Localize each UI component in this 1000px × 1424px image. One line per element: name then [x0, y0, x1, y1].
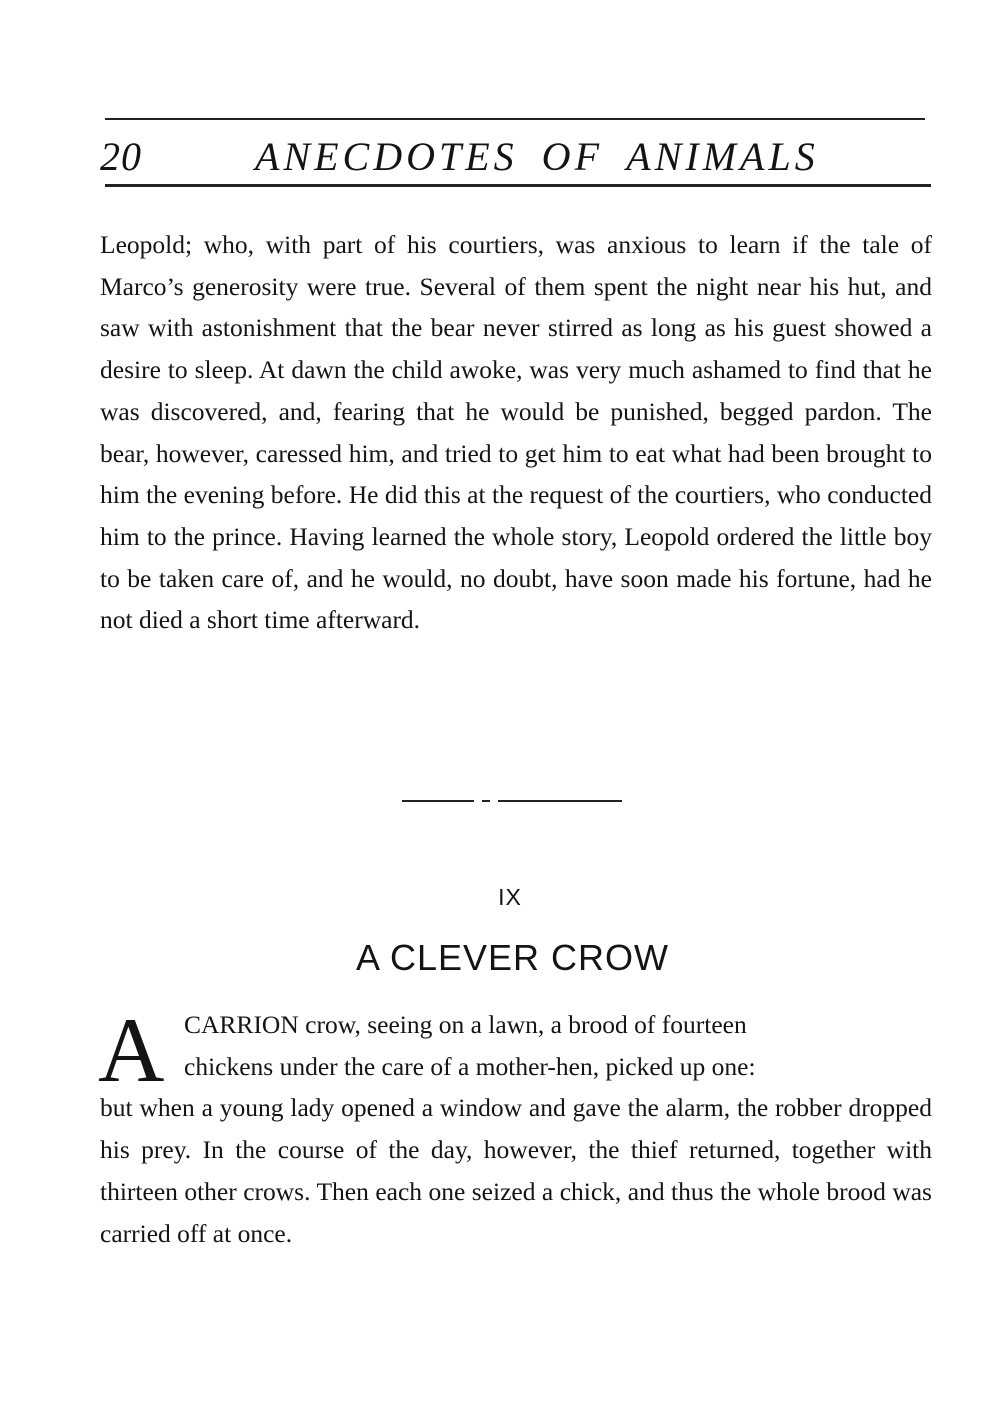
divider-segment [482, 800, 490, 802]
indented-line-2: chickens under the care of a mother-hen, picked up one: [184, 1051, 756, 1081]
chapter-number: IX [498, 884, 522, 910]
indented-line-1: CARRION crow, seeing on a lawn, a brood of fourteen [184, 1010, 747, 1039]
divider-segment [402, 800, 474, 802]
paragraph-rest: but when a young lady opened a window and gave the alarm, the robber dropped his prey. In the course of the day, however, the thief returned, together with thirteen other crows. Then each one seized a chick, and thus the whole brood was carried off at once. [100, 1093, 932, 1248]
running-header [100, 132, 930, 182]
header-bottom-rule [105, 184, 931, 187]
divider-segment [498, 800, 622, 802]
running-title: ANECDOTES OF ANIMALS [255, 134, 819, 179]
drop-cap: A [98, 999, 165, 1101]
paragraph-continuation: Leopold; who, with part of his courtiers, was anxious to learn if the tale of Marco’s generosity were true. Several of them spent the night near his hut, and saw with astonishment that the bear never stirred as long as his guest showed a desire to sleep. At dawn the child awoke, was very much ashamed to find that he was discovered, and, fearing that he would be punished, begged pardon. The bear, however, caressed him, and tried to get him to eat what had been brought to him the evening before. He did this at the request of the courtiers, who conducted him to the prince. Having learned the whole story, Leopold ordered the little boy to be taken care of, and he would, no doubt, have soon made his fortune, had he not died a short time afterward. [100, 230, 932, 635]
chapter-title: A CLEVER CROW [355, 937, 670, 978]
chapter-paragraph [98, 999, 932, 1254]
header-top-rule [105, 118, 925, 120]
section-divider-ornament [402, 800, 622, 804]
page-number: 20 [100, 134, 142, 179]
